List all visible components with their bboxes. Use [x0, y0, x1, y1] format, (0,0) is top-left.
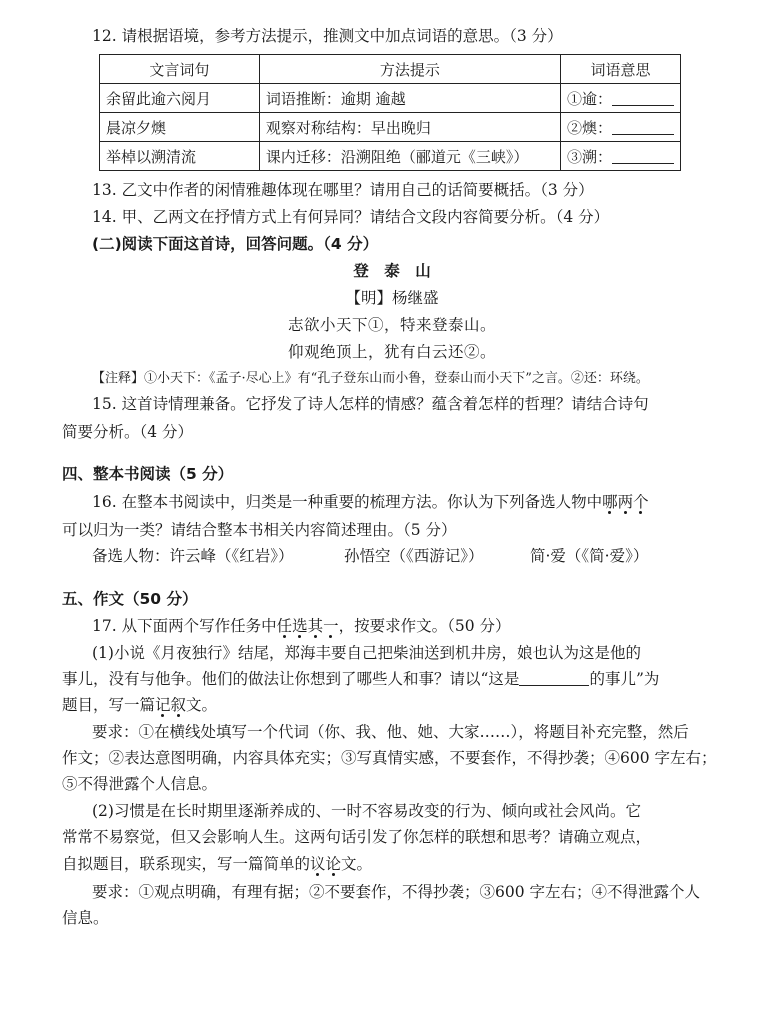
req2-line-1: 要求：①观点明确，有理有据；②不要套作，不得抄袭；③600 字左右；④不得泄露个人 — [92, 883, 701, 901]
part4-heading: 四、整本书阅读（5 分） — [62, 465, 234, 483]
table-header: 文言词句 — [100, 55, 260, 84]
task2-line-3 — [62, 852, 718, 876]
task2-text: 自拟题目，联系现实，写一篇简单的 — [62, 855, 311, 873]
table-cell-method: 课内迁移：沿溯阻绝（郦道元《三峡》） — [259, 142, 560, 171]
q16-line-2: 可以归为一类？请结合整本书相关内容简述理由。（5 分） — [62, 521, 457, 539]
table-cell-method: 词语推断：逾期 逾越 — [259, 84, 560, 113]
table-cell-meaning — [560, 113, 680, 142]
table-header-row — [100, 55, 681, 84]
task2-line-2: 常常不易察觉，但又会影响人生。这两句话引发了你怎样的联想和思考？请确立观点， — [62, 828, 652, 846]
poem-line-2: 仰观绝顶上，犹有白云还②。 — [287, 343, 496, 361]
emphasis-char: 其 — [307, 617, 324, 635]
part5-heading: 五、作文（50 分） — [62, 590, 198, 608]
emphasis-char: 议 — [310, 855, 326, 873]
req1-line-2: 作文；②表达意图明确，内容具体充实；③写真情实感，不要套作，不得抄袭；④600 字左右； — [62, 749, 717, 767]
q12-text: 12. 请根据语境，参考方法提示，推测文中加点词语的意思。（3 分） — [92, 27, 563, 45]
task1-text: 的事儿”为 — [589, 670, 660, 688]
emphasis-char: 选 — [292, 617, 308, 635]
table-header: 方法提示 — [259, 55, 560, 84]
candidates-label: 备选人物： — [92, 547, 170, 565]
title-blank — [519, 669, 589, 686]
poem-author: 【明】杨继盛 — [345, 289, 439, 307]
candidate-item: 许云峰（《红岩》） — [169, 547, 294, 565]
q16-line-1 — [92, 490, 718, 514]
task2-line-1: (2)习惯是在长时期里逐渐养成的、一时不容易改变的行为、倾向或社会风尚。它 — [92, 802, 641, 820]
emphasis-char: 记 — [155, 696, 171, 714]
answer-blank — [612, 89, 674, 106]
emphasis-char: 叙 — [170, 696, 187, 714]
task2-text: 文。 — [341, 855, 373, 873]
part2-heading: (二)阅读下面这首诗，回答问题。（4 分） — [92, 235, 379, 253]
table-cell-meaning — [560, 84, 680, 113]
req1-line-1: 要求：①在横线处填写一个代词（你、我、他、她、大家……），将题目补充完整，然后 — [92, 723, 689, 741]
task1-text: 题目，写一篇 — [62, 696, 156, 714]
emphasis-char: 两 — [617, 493, 634, 511]
req1-line-3: ⑤不得泄露个人信息。 — [62, 775, 218, 793]
table-cell-phrase: 余留此逾六阅月 — [100, 84, 260, 113]
table-header: 词语意思 — [560, 55, 680, 84]
req2-line-2: 信息。 — [62, 909, 109, 927]
table-cell-phrase: 举棹以溯清流 — [100, 142, 260, 171]
answer-blank — [612, 147, 674, 164]
task1-text: 事儿，没有与他争。他们的做法让你想到了哪些人和事？请以“这是 — [62, 670, 520, 688]
candidate-item: 简·爱（《简·爱》） — [530, 547, 649, 565]
q17-line — [92, 614, 718, 638]
answer-blank — [612, 118, 674, 135]
emphasis-char: 论 — [325, 855, 342, 873]
emphasis-char: 个 — [633, 493, 649, 511]
task1-line-2 — [62, 667, 718, 691]
meaning-label: ①逾： — [566, 89, 612, 108]
poem-note: 【注释】①小天下：《孟子·尽心上》有“孔子登东山而小鲁，登泰山而小天下”之言。②还：环绕。 — [92, 371, 649, 386]
task1-text: 文。 — [186, 696, 218, 714]
q14-text: 14. 甲、乙两文在抒情方式上有何异同？请结合文段内容简要分析。（4 分） — [92, 208, 610, 226]
table-row — [100, 113, 681, 142]
candidate-item: 孙悟空（《西游记》） — [344, 547, 484, 565]
poem-title: 登 泰 山 — [353, 262, 431, 280]
emphasis-char: 任 — [276, 617, 293, 635]
task1-line-1: (1)小说《月夜独行》结尾，郑海丰要自己把柴油送到机井房，娘也认为这是他的 — [92, 644, 641, 662]
table-cell-phrase: 晨凉夕燠 — [100, 113, 260, 142]
poem-line-1: 志欲小天下①，特来登泰山。 — [287, 316, 496, 334]
meaning-label: ②燠： — [566, 118, 612, 137]
q16-text: 16. 在整本书阅读中，归类是一种重要的梳理方法。你认为下列备选人物中 — [92, 493, 603, 511]
emphasis-char: 一 — [323, 617, 339, 635]
q12-table — [99, 54, 681, 171]
q13-text: 13. 乙文中作者的闲情雅趣体现在哪里？请用自己的话简要概括。（3 分） — [92, 181, 594, 199]
table-cell-meaning — [560, 142, 680, 171]
task1-line-3 — [62, 693, 718, 717]
q15-line-2: 简要分析。（4 分） — [62, 423, 194, 441]
emphasis-char: 哪 — [602, 493, 618, 511]
table-row — [100, 142, 681, 171]
table-row — [100, 84, 681, 113]
q17-text: ，按要求作文。（50 分） — [338, 617, 511, 635]
candidates-row — [92, 544, 718, 568]
table-cell-method: 观察对称结构：早出晚归 — [259, 113, 560, 142]
q17-text: 17. 从下面两个写作任务中 — [92, 617, 277, 635]
q15-line-1: 15. 这首诗情理兼备。它抒发了诗人怎样的情感？蕴含着怎样的哲理？请结合诗句 — [92, 395, 649, 413]
meaning-label: ③溯： — [566, 147, 612, 166]
